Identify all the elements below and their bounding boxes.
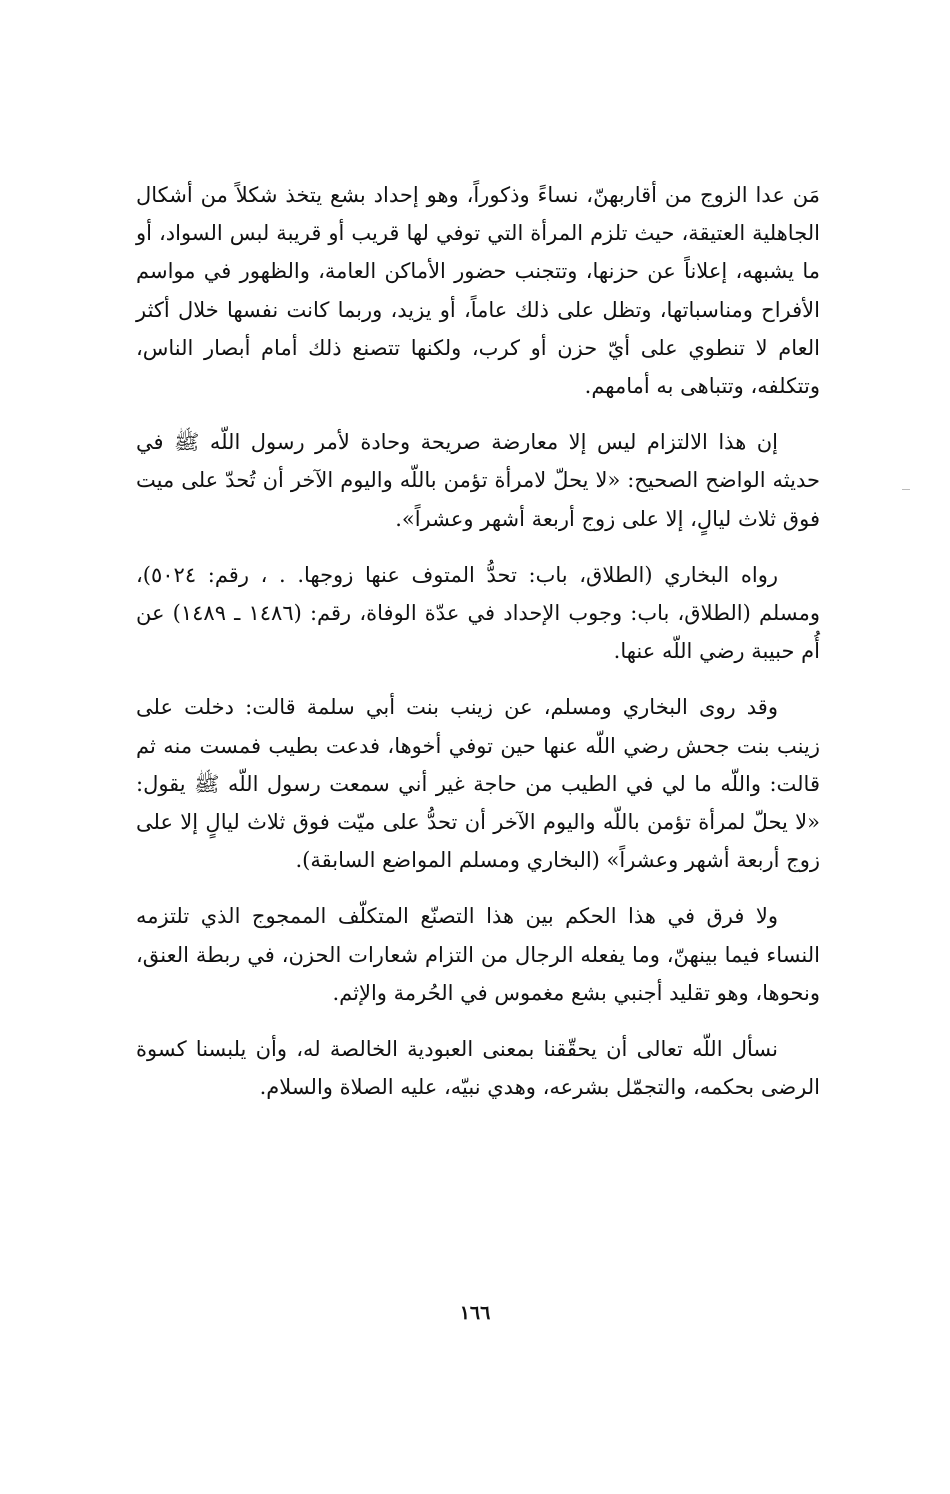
paragraph-supplication: نسأل اللّه تعالى أن يحقّقنا بمعنى العبودية الخالصة له، وأن يلبسنا كسوة الرضى بحكمه، والتجمّل بشرعه، وهدي نبيّه، عليه الصلاة والسلام. <box>136 1037 820 1100</box>
paragraph-gap <box>136 405 820 423</box>
paragraph-gap <box>136 879 820 897</box>
paragraph-hadith: إن هذا الالتزام ليس إلا معارضة صريحة وحادة لأمر رسول اللّه ﷺ في حديثه الواضح الصحيح: «لا يحلّ لامرأة تؤمن باللّه واليوم الآخر أن تُحدّ على ميت فوق ثلاث ليالٍ، إلا على زوج أربعة أشهر وعشراً». <box>136 430 820 531</box>
page-number: ١٦٦ <box>459 1302 491 1324</box>
paragraph-reference: رواه البخاري (الطلاق، باب: تحدُّ المتوف عنها زوجها. . ، رقم: ٥٠٢٤)، ومسلم (الطلاق، باب: وجوب الإحداد في عدّة الوفاة، رقم: (١٤٨٦ ـ ١٤٨٩) عن أُم حبيبة رضي اللّه عنها. <box>136 562 820 664</box>
paragraph-gap <box>136 1012 820 1030</box>
page-body <box>136 176 820 1106</box>
paragraph-narration: وقد روى البخاري ومسلم، عن زينب بنت أبي سلمة قالت: دخلت على زينب بنت جحش رضي اللّه عنها حين توفي أخوها، فدعت بطيب فمست منه ثم قالت: واللّه ما لي في الطيب من حاجة غير أني سمعت رسول اللّه ﷺ يقول: «لا يحلّ لمرأة تؤمن باللّه واليوم الآخر أن تحدُّ على ميّت فوق ثلاث ليالٍ إلا على زوج أربعة أشهر وعشراً» (البخاري ومسلم المواضع السابقة). <box>136 695 820 873</box>
paragraph-gap <box>136 670 820 688</box>
paragraph-continuation: مَن عدا الزوج من أقاربهنّ، نساءً وذكوراً، وهو إحداد بشع يتخذ شكلاً من أشكال الجاهلية العتيقة، حيث تلزم المرأة التي توفي لها قريب أو قريبة لبس السواد، أو ما يشبهه، إعلاناً عن حزنها، وتتجنب حضور الأماكن العامة، والظهور في مواسم الأفراح ومناسباتها، وتظل على ذلك عاماً، أو يزيد، وربما كانت نفسها خلال أكثر العام لا تنطوي على أيّ حزن أو كرب، ولكنها تتصنع ذلك أمام أبصار الناس، وتتكلفه، وتتباهى به أمامهم. <box>136 183 820 399</box>
margin-mark <box>902 489 910 490</box>
paragraph-gap <box>136 538 820 556</box>
paragraph-ruling: ولا فرق في هذا الحكم بين هذا التصنّع المتكلّف الممجوج الذي تلتزمه النساء فيما بينهنّ، وما يفعله الرجال من التزام شعارات الحزن، في ربطة العنق، ونحوها، وهو تقليد أجنبي بشع مغموس في الحُرمة والإثم. <box>136 904 820 1005</box>
